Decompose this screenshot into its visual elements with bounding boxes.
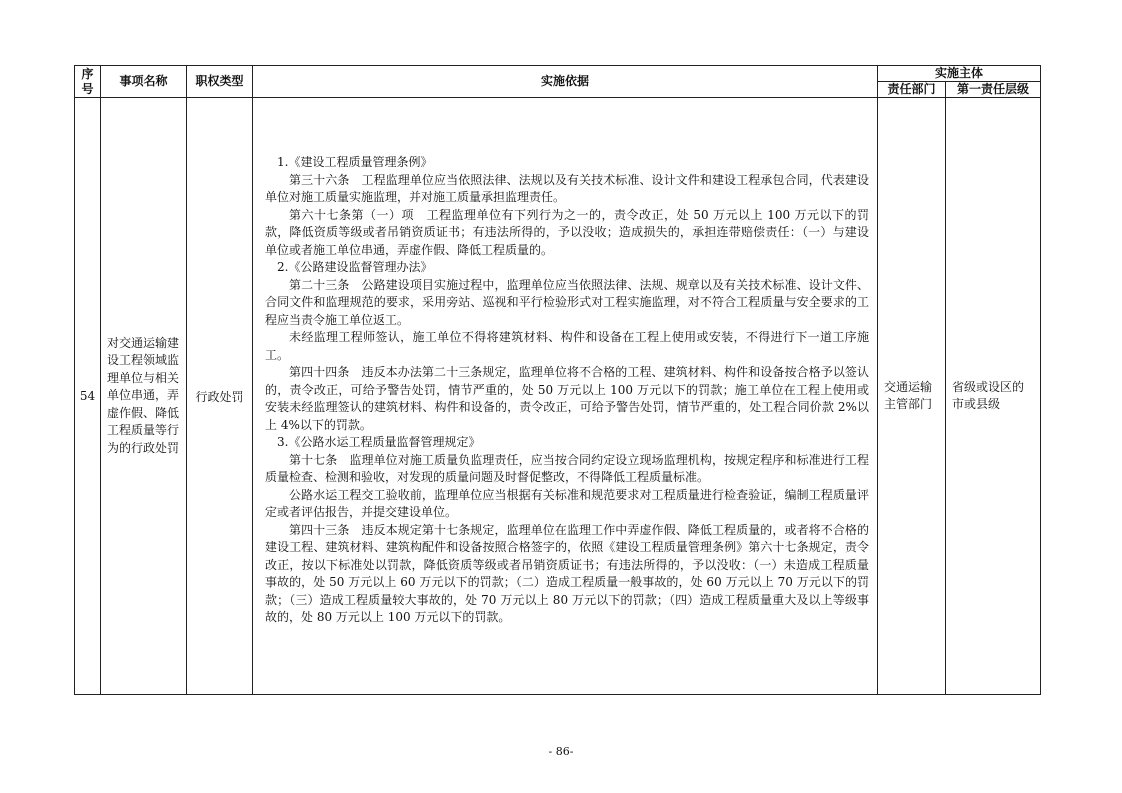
basis-paragraph: 第四十四条 违反本办法第二十三条规定，监理单位将不合格的工程、建筑材料、构件和设备按合格予以签认的，责令改正，可给予警告处罚，情节严重的，处 50 万元以上 100 万元以下的罚款；施工单位在工程上使用或安装未经监理签认的建筑材料、构件和设备的，责令改正，可给予警告处罚，情节严重的，处工程合同价款 2%以上 4%以下的罚款。 — [265, 365, 869, 432]
power-type: 行政处罚 — [187, 98, 253, 695]
basis-paragraph: 第四十三条 违反本规定第十七条规定，监理单位在监理工作中弄虚作假、降低工程质量的，或者将不合格的建设工程、建筑材料、建筑构配件和设备按照合格签字的，依照《建设工程质量管理条例》第六十七条规定，责令改正，按以下标准处以罚款，降低资质等级或者吊销资质证书；有违法所得的，予以没收：（一）未造成工程质量事故的，处 50 万元以上 60 万元以下的罚款；（二）造成工程质量一般事故的，处 60 万元以上 70 万元以下的罚款；（三）造成工程质量较大事故的，处 70 万元以上 80 万元以下的罚款；（四）造成工程质量重大及以上等级事故的，处 80 万元以上 100 万元以下的罚款。 — [265, 522, 869, 624]
basis-paragraph: 未经监理工程师签认，施工单位不得将建筑材料、构件和设备在工程上使用或安装，不得进行下一道工序施工。 — [265, 330, 869, 362]
responsible-dept: 交通运输主管部门 — [878, 98, 946, 695]
document-sheet — [74, 65, 1040, 695]
basis-paragraph: 第二十三条 公路建设项目实施过程中，监理单位应当依照法律、法规、规章以及有关技术标准、设计文件、合同文件和监理规范的要求，采用旁站、巡视和平行检验形式对工程实施监理，对不符合工程质量与安全要求的工程应当责令施工单位返工。 — [265, 277, 869, 327]
basis-heading: 2.《公路建设监督管理办法》 — [277, 260, 433, 274]
basis-paragraph: 第六十七条第（一）项 工程监理单位有下列行为之一的，责令改正，处 50 万元以上 100 万元以下的罚款，降低资质等级或者吊销资质证书；有违法所得的，予以没收；造成损失的，承担连带赔偿责任：（一）与建设单位或者施工单位串通，弄虚作假、降低工程质量的。 — [265, 207, 869, 257]
header-power-type: 职权类型 — [187, 66, 253, 98]
item-name: 对交通运输建设工程领域监理单位与相关单位串通，弄虚作假、降低工程质量等行为的行政处罚 — [101, 98, 187, 695]
header-level: 第一责任层级 — [946, 82, 1041, 98]
header-row-1 — [75, 66, 1041, 82]
header-dept: 责任部门 — [878, 82, 946, 98]
basis-cell — [253, 98, 878, 695]
basis-paragraph: 第十七条 监理单位对施工质量负监理责任，应当按合同约定设立现场监理机构，按规定程序和标准进行工程质量检查、检测和验收，对发现的质量问题及时督促整改，不得降低工程质量标准。 — [265, 452, 869, 484]
basis-paragraph: 公路水运工程交工验收前，监理单位应当根据有关标准和规范要求对工程质量进行检查验证，编制工程质量评定或者评估报告，并提交建设单位。 — [265, 487, 869, 519]
header-seq — [75, 66, 101, 98]
row-number: 54 — [75, 98, 101, 695]
basis-heading: 3.《公路水运工程质量监督管理规定》 — [277, 435, 481, 449]
header-seq-bottom: 号 — [81, 81, 94, 96]
header-item-name: 事项名称 — [101, 66, 187, 98]
basis-paragraph: 第三十六条 工程监理单位应当依照法律、法规以及有关技术标准、设计文件和建设工程承包合同，代表建设单位对施工质量实施监理，并对施工质量承担监理责任。 — [265, 172, 869, 204]
header-seq-top: 序 — [81, 66, 94, 81]
basis-heading: 1.《建设工程质量管理条例》 — [277, 155, 433, 169]
authority-table — [74, 65, 1041, 695]
header-basis: 实施依据 — [253, 66, 878, 98]
responsibility-level: 省级或设区的市或县级 — [946, 98, 1041, 695]
table-row — [75, 98, 1041, 695]
page-number: - 86- — [548, 745, 574, 758]
header-subject: 实施主体 — [878, 66, 1041, 82]
